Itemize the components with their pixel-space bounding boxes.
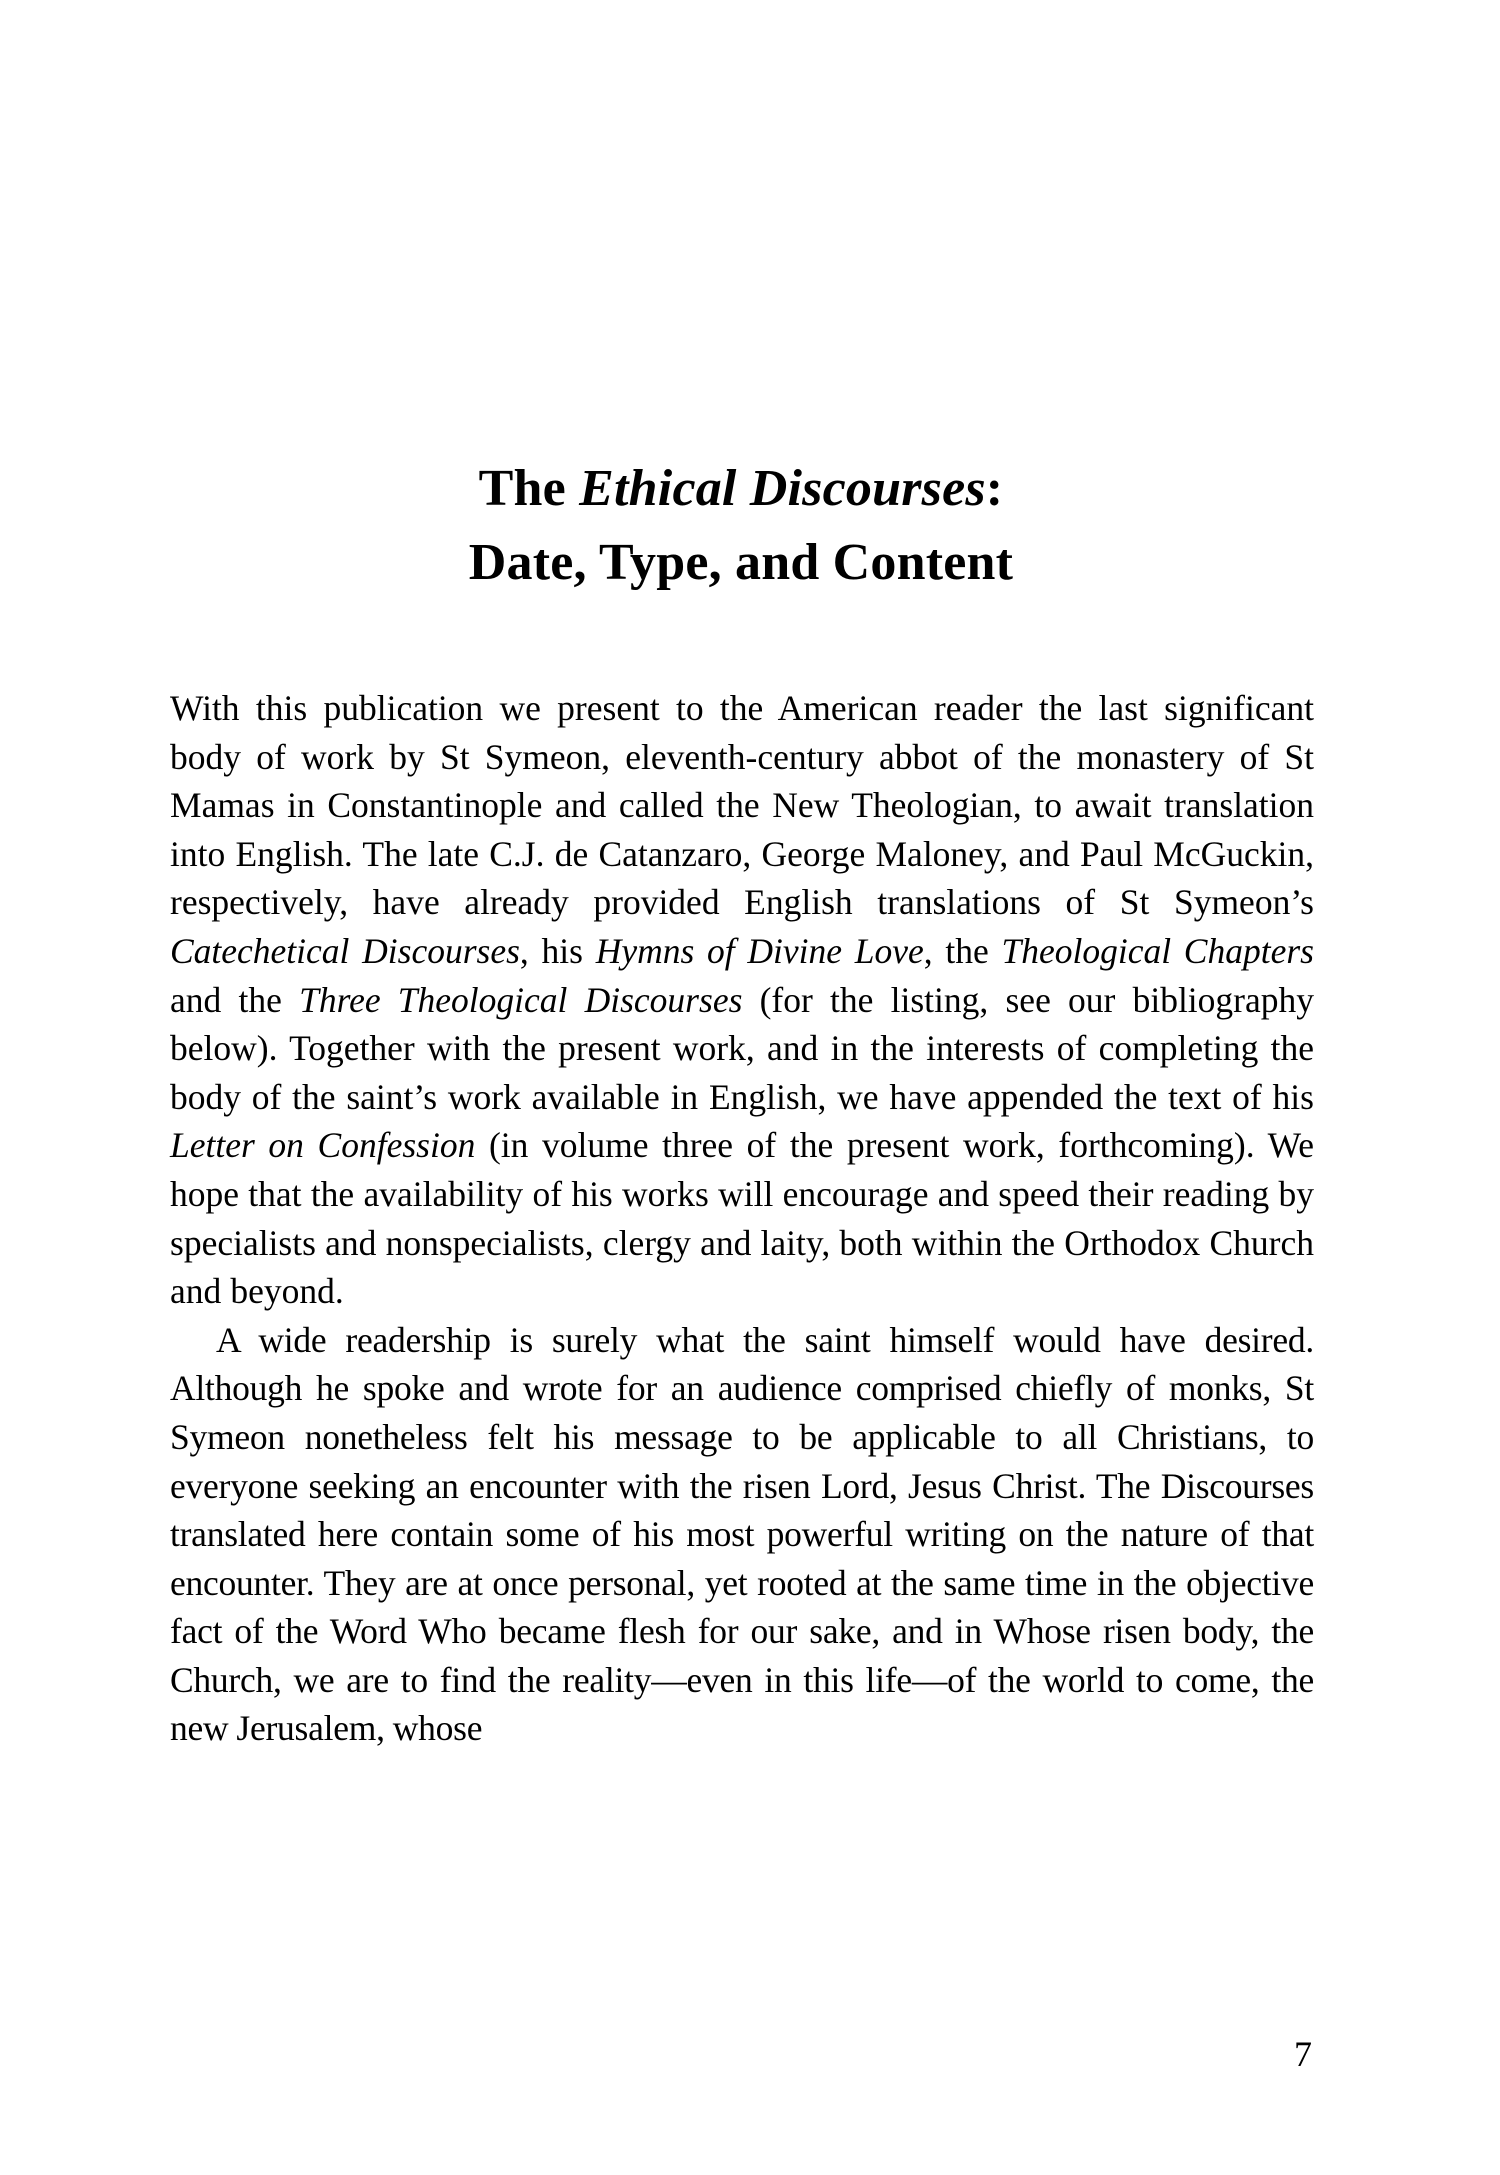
book-title-hymns-of-divine-love: Hymns of Divine Love <box>595 930 924 971</box>
book-title-catechetical-discourses: Catechetical Discourses <box>170 930 520 971</box>
p2-segment-1: A wide readership is surely what the saint himself would have desired. Although he spoke and wrote for an audience comprised chiefly of monks, St Symeon nonetheless felt his message to be applicable to all Christians, to everyone seeking an encounter with the risen Lord, Jesus Christ. The Discourses translated here contain some of his most powerful writing on the nature of that encounter. They are at once personal, yet rooted at the same time in the objective fact of the Word Who became flesh for our sake, and in Whose risen body, the Church, we are to find the reality—even in this life—of the world to come, the new Jerusalem, whose <box>170 1319 1314 1749</box>
book-title-letter-on-confession: Letter on Confession <box>170 1125 476 1166</box>
p1-segment-5: (for the listing, see our bibliography below). Together with the present work, and in the interests of completing the body of the saint’s work available in English, we have appended the text of his <box>170 979 1314 1117</box>
paragraph-1 <box>170 684 1314 1316</box>
book-title-three-theological-discourses: Three Theological Discourses <box>299 979 743 1020</box>
p1-segment-2: , his <box>519 930 596 971</box>
paragraph-2 <box>170 1316 1314 1753</box>
book-title-theological-chapters: Theological Chapters <box>1001 930 1314 971</box>
body-text <box>170 684 1314 1753</box>
title-line-1-italic: Ethical Discourses <box>579 460 986 517</box>
title-line-2: Date, Type, and Content <box>468 534 1014 591</box>
p1-segment-4: and the <box>170 979 300 1020</box>
page-number: 7 <box>1294 2034 1312 2074</box>
title-line-1 <box>170 452 1312 526</box>
p1-segment-6: (in volume three of the present work, forthcoming). We hope that the availability of his works will encourage and speed their reading by specialists and nonspecialists, clergy and laity, both within the Orthodox Church and beyond. <box>170 1125 1314 1312</box>
title-line-1-suffix: : <box>985 460 1004 517</box>
page-title <box>170 452 1312 600</box>
title-line-1-prefix: The <box>478 460 580 517</box>
p1-segment-3: , the <box>923 930 1002 971</box>
p1-segment-1: With this publication we present to the American reader the last significant body of work by St Symeon, eleventh-century abbot of the monastery of St Mamas in Constantinople and called the New Theologian, to await translation into English. The late C.J. de Catanzaro, George Maloney, and Paul McGuckin, respectively, have already provided English translations of St Symeon’s <box>170 688 1314 923</box>
